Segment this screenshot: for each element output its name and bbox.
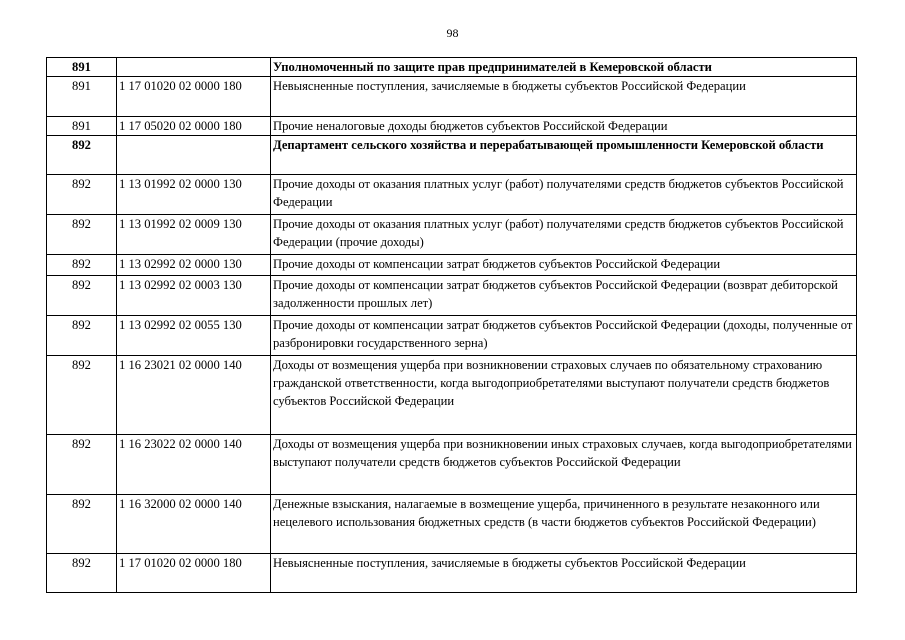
table-row (47, 77, 857, 117)
table-row (47, 136, 857, 175)
income-name-cell: Денежные взыскания, налагаемые в возмещение ущерба, причиненного в результате незаконного или нецелевого использования бюджетных средств (в части бюджетов субъектов Российской Федерации) (271, 495, 857, 554)
admin-code-cell: 891 (47, 117, 117, 136)
income-code-cell: 1 16 23022 02 0000 140 (117, 435, 271, 495)
budget-classification-table (46, 57, 857, 593)
income-code-cell: 1 13 02992 02 0055 130 (117, 316, 271, 356)
admin-code-cell: 892 (47, 435, 117, 495)
admin-code-cell: 892 (47, 554, 117, 593)
table-row (47, 554, 857, 593)
admin-code-cell: 891 (47, 58, 117, 77)
table-row (47, 215, 857, 255)
admin-code-cell: 891 (47, 77, 117, 117)
income-code-cell: 1 13 01992 02 0000 130 (117, 175, 271, 215)
income-name-cell: Невыясненные поступления, зачисляемые в бюджеты субъектов Российской Федерации (271, 554, 857, 593)
income-code-cell (117, 58, 271, 77)
admin-code-cell: 892 (47, 215, 117, 255)
income-name-cell: Прочие доходы от компенсации затрат бюджетов субъектов Российской Федерации (возврат дебиторской задолженности прошлых лет) (271, 276, 857, 316)
table-row (47, 356, 857, 435)
admin-code-cell: 892 (47, 276, 117, 316)
income-name-cell: Уполномоченный по защите прав предпринимателей в Кемеровской области (271, 58, 857, 77)
table-row (47, 255, 857, 276)
table-row (47, 435, 857, 495)
income-code-cell: 1 17 05020 02 0000 180 (117, 117, 271, 136)
table-row (47, 276, 857, 316)
admin-code-cell: 892 (47, 255, 117, 276)
income-code-cell: 1 17 01020 02 0000 180 (117, 77, 271, 117)
income-code-cell: 1 13 02992 02 0003 130 (117, 276, 271, 316)
table-body (47, 58, 857, 593)
income-code-cell: 1 16 23021 02 0000 140 (117, 356, 271, 435)
income-name-cell: Прочие доходы от компенсации затрат бюджетов субъектов Российской Федерации (271, 255, 857, 276)
income-name-cell: Доходы от возмещения ущерба при возникновении иных страховых случаев, когда выгодоприобретателями выступают получатели средств бюджетов субъектов Российской Федерации (271, 435, 857, 495)
income-name-cell: Прочие доходы от оказания платных услуг (работ) получателями средств бюджетов субъектов Российской Федерации (271, 175, 857, 215)
income-name-cell: Невыясненные поступления, зачисляемые в бюджеты субъектов Российской Федерации (271, 77, 857, 117)
table-row (47, 58, 857, 77)
income-name-cell: Прочие неналоговые доходы бюджетов субъектов Российской Федерации (271, 117, 857, 136)
income-name-cell: Доходы от возмещения ущерба при возникновении страховых случаев по обязательному страхованию гражданской ответственности, когда выгодоприобретателями выступают получатели средств бюджетов субъектов Российской Федерации (271, 356, 857, 435)
admin-code-cell: 892 (47, 136, 117, 175)
admin-code-cell: 892 (47, 356, 117, 435)
income-code-cell: 1 13 01992 02 0009 130 (117, 215, 271, 255)
table-row (47, 495, 857, 554)
income-name-cell: Прочие доходы от компенсации затрат бюджетов субъектов Российской Федерации (доходы, полученные от разбронировки государственного зерна) (271, 316, 857, 356)
admin-code-cell: 892 (47, 495, 117, 554)
income-code-cell: 1 16 32000 02 0000 140 (117, 495, 271, 554)
income-code-cell: 1 13 02992 02 0000 130 (117, 255, 271, 276)
income-name-cell: Департамент сельского хозяйства и перерабатывающей промышленности Кемеровской области (271, 136, 857, 175)
table-row (47, 175, 857, 215)
admin-code-cell: 892 (47, 175, 117, 215)
income-code-cell (117, 136, 271, 175)
table-row (47, 117, 857, 136)
page-number: 98 (446, 26, 459, 40)
income-code-cell: 1 17 01020 02 0000 180 (117, 554, 271, 593)
income-name-cell: Прочие доходы от оказания платных услуг (работ) получателями средств бюджетов субъектов Российской Федерации (прочие доходы) (271, 215, 857, 255)
table-row (47, 316, 857, 356)
admin-code-cell: 892 (47, 316, 117, 356)
